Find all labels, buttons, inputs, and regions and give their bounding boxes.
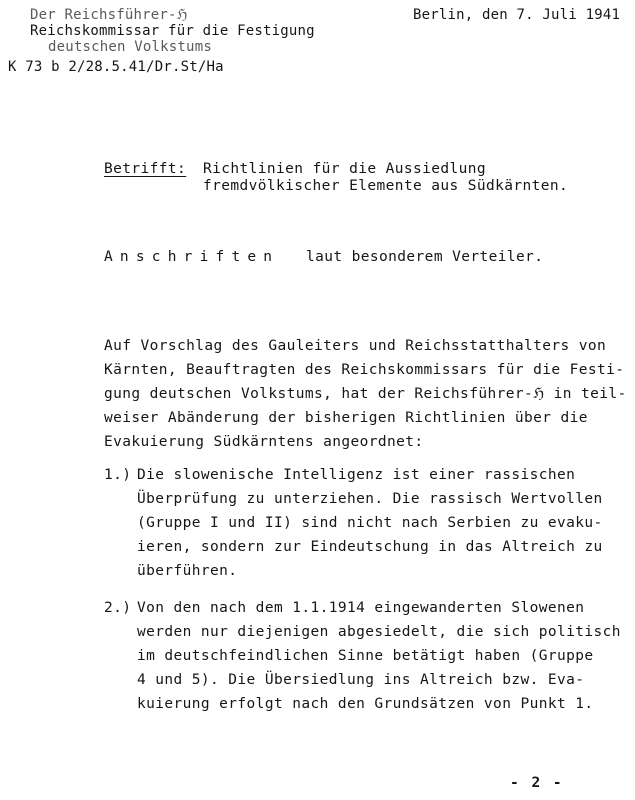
point-1-number: 1.) — [104, 467, 132, 483]
point-1-line: Die slowenische Intelligenz ist einer rassischen — [137, 467, 576, 483]
intro-line: weiser Abänderung der bisherigen Richtlinien über die — [104, 410, 588, 426]
point-1-line: (Gruppe I und II) sind nicht nach Serbien zu evaku- — [137, 515, 603, 531]
reference-number: K 73 b 2/28.5.41/Dr.St/Ha — [8, 59, 224, 75]
addresses-label: Anschriften — [104, 249, 280, 265]
place-date: Berlin, den 7. Juli 1941 — [413, 7, 621, 23]
point-2-line: Von den nach dem 1.1.1914 eingewanderten Slowenen — [137, 600, 585, 616]
point-2-line: 4 und 5). Die Übersiedlung ins Altreich bzw. Eva- — [137, 672, 585, 688]
point-1-line: ieren, sondern zur Eindeutschung in das Altreich zu — [137, 539, 603, 555]
point-2-line: kuierung erfolgt nach den Grundsätzen von Punkt 1. — [137, 696, 594, 712]
letterhead-line-1: Der Reichsführer-ℌ — [30, 7, 188, 23]
intro-line: Evakuierung Südkärntens angeordnet: — [104, 434, 424, 450]
point-2-number: 2.) — [104, 600, 132, 616]
point-2-line: werden nur diejenigen abgesiedelt, die sich politisch — [137, 624, 621, 640]
addresses-text: laut besonderem Verteiler. — [306, 249, 544, 265]
subject-line-2: fremdvölkischer Elemente aus Südkärnten. — [203, 178, 569, 194]
subject-line-1: Richtlinien für die Aussiedlung — [203, 161, 487, 177]
intro-line: Kärnten, Beauftragten des Reichskommissars für die Festi- — [104, 362, 625, 378]
point-1-line: überführen. — [137, 563, 238, 579]
letterhead-line-2: Reichskommissar für die Festigung — [30, 23, 315, 39]
page-number: - 2 - — [510, 775, 564, 791]
point-2-line: im deutschfeindlichen Sinne betätigt haben (Gruppe — [137, 648, 594, 664]
point-1-line: Überprüfung zu unterziehen. Die rassisch Wertvollen — [137, 491, 603, 507]
subject-label: Betrifft: — [104, 161, 187, 177]
intro-line: gung deutschen Volkstums, hat der Reichsführer-ℌ in teil- — [104, 386, 627, 402]
intro-line: Auf Vorschlag des Gauleiters und Reichsstatthalters von — [104, 338, 607, 354]
letterhead-line-3: deutschen Volkstums — [48, 39, 212, 55]
